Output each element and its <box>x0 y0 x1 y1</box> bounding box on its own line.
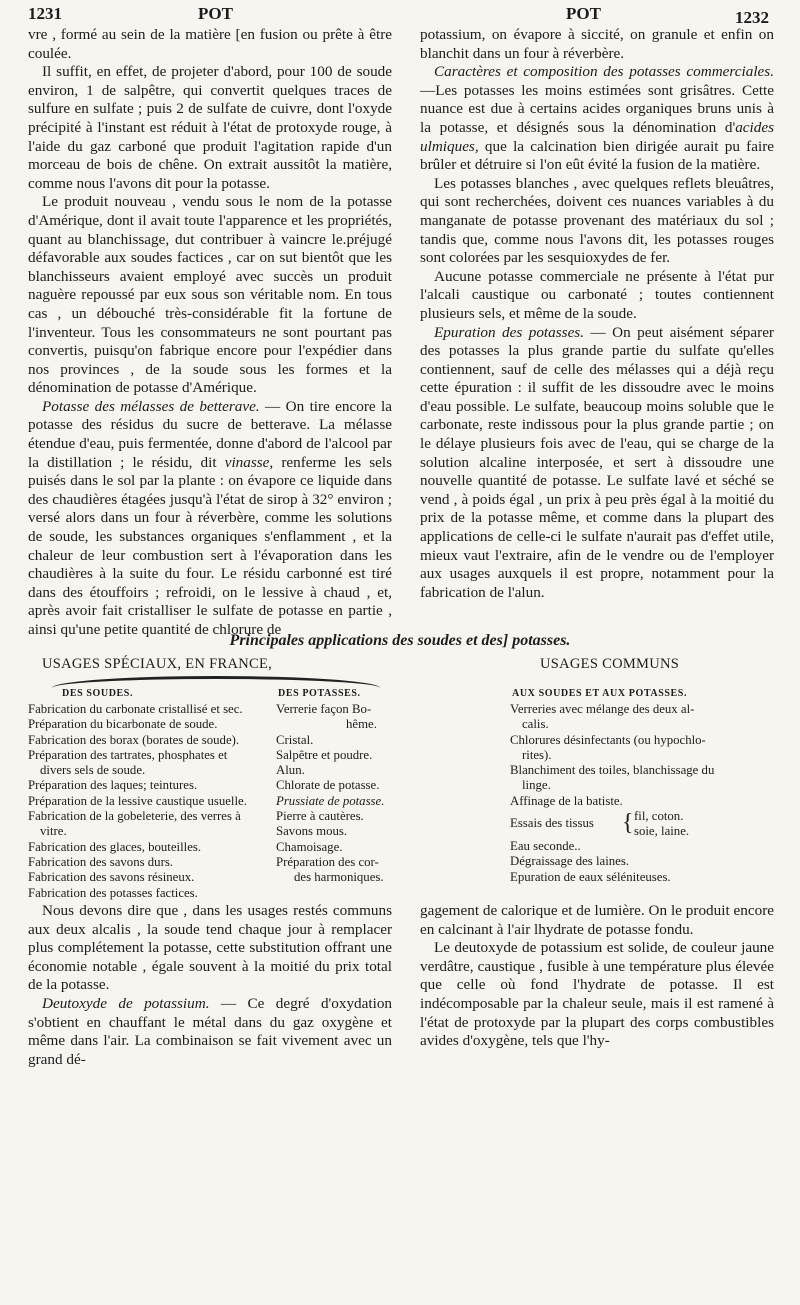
page-number-right: 1232 <box>735 8 769 27</box>
paragraph: Nous devons dire que , dans les usages restés communs aux deux alcalis , la soude tend chaque jour à remplacer plus complétement la potasse, cette substitution offrant une économie notable , égale souvent à la moitié du prix total de la potasse. <box>28 902 392 994</box>
paragraph-molasses: Potasse des mélasses de betterave. — On tire encore la potasse des résidus du sucre de betterave. La mélasse étendue d'eau, puis fermentée, donne d'abord de l'alcool par la distillation ; le résidu, dit vinasse, renferme les sels puisés dans le sol par la plante : on évapore ce liquide dans des chaudières étagées jusqu'à l'état de sirop à 32° environ ; versé alors dans un four à réverbère, comme les solutions de soude, les substances organiques s'enflamment , et la chaleur de leur combustion sert à l'évaporation dans les chaudières à la suite du four. Le résidu carbonné est tiré dans des étouffoirs ; refroidi, on le lessive à chaud , et, après avoir fait cristalliser le sulfate de potasse en partie , ainsi qu'une petite quantité de chlorure de <box>28 397 392 638</box>
table-cell: Salpêtre et poudre. <box>276 747 373 762</box>
table-column-soudes <box>28 702 258 901</box>
table-cell: rites). <box>522 747 552 762</box>
section-title-epuration: Epuration des potasses. <box>434 323 585 341</box>
paragraph: vre , formé au sein de la matière [en fusion ou prête à être coulée. <box>28 26 392 62</box>
table-cell: Verreries avec mélange des deux al- <box>510 702 695 716</box>
table-cell: hême. <box>346 717 377 732</box>
table-cell: vitre. <box>40 824 67 839</box>
table-column-potasses <box>276 702 406 886</box>
table-cell: Fabrication des potasses factices. <box>28 885 198 900</box>
table-cell: Chlorures désinfectants (ou hypochlo- <box>510 732 706 747</box>
paragraph: Le deutoxyde de potassium est solide, de couleur jaune verdâtre, caustique , fusible à une température plus élevée que celle où fond l'hydrate de potasse. Il est indécomposable par la chaleur seule, mais il est ramené à l'état de protoxyde par la plupart des corps combustibles avides d'oxygène, tels que l'hy- <box>420 939 774 1050</box>
table-cell: Dégraissage des laines. <box>510 854 630 869</box>
table-header-special: USAGES SPÉCIAUX, EN FRANCE, <box>42 656 273 672</box>
essais-option-b: soie, laine. <box>634 824 690 839</box>
table-cell: Pierre à cautères. <box>276 809 364 824</box>
table-cell: Fabrication des borax (borates de soude). <box>28 732 240 747</box>
table-cell: Préparation des laques; teintures. <box>28 778 198 793</box>
table-cell: Savons mous. <box>276 824 348 839</box>
essais-label: Essais des tissus <box>510 816 594 831</box>
table-cell: Affinage de la batiste. <box>510 793 623 808</box>
section-title-molasses: Potasse des mélasses de betterave. <box>42 397 260 415</box>
table-cell-essais <box>510 809 780 839</box>
table-cell: Cristal. <box>276 732 314 747</box>
table-cell: Chamoisage. <box>276 839 343 854</box>
paragraph: Le produit nouveau , vendu sous le nom de la potasse d'Amérique, dont il avait toute l'apparence et les propriétés, quant au blanchissage, dut contribuer à vaincre le.préjugé défavorable aux soudes factices , car on sut bientôt que les blanchisseurs avaient employé avec succès un produit naguère repoussé par eux sous son véritable nom. En tous cas , un débouché très-considérable fit la fortune de l'inventeur. Tous les consommateurs ne sont pourtant pas convertis, puisqu'on fabrique encore pour l'expédier dans nos provinces , de la soude sous les formes et la dénomination de potasse d'Amérique. <box>28 193 392 397</box>
paragraph-caracteres: Caractères et composition des potasses commerciales.—Les potasses les moins estimées sont grisâtres. Cette nuance est due à certains acides organiques bruns unis à la potasse, et désignés sous la dénomination d'acides ulmiques, que la calcination bien dirigée aurait pu faire brûler et détruire si l'on eût évité la fusion de la matière. <box>420 63 775 174</box>
table-header-common: USAGES COMMUNS <box>540 656 680 672</box>
table-title: Principales applications des soudes et des] potasses. <box>229 632 571 649</box>
table-cell: Eau seconde.. <box>510 839 581 854</box>
table-cell: Epuration de eaux séléniteuses. <box>510 869 671 884</box>
essais-option-a: fil, coton. <box>634 809 684 824</box>
running-head-right: POT <box>566 4 601 23</box>
brace-icon: { <box>622 810 634 837</box>
section-title-deutoxyde: Deutoxyde de potassium. <box>42 994 210 1012</box>
table-cell: Préparation des tartrates, phosphates et <box>28 747 228 762</box>
paragraph: potassium, on évapore à siccité, on granule et enfin on blanchit dans un four à réverbère. <box>420 26 774 62</box>
page-number-left: 1231 <box>28 4 62 23</box>
table-cell: linge. <box>522 778 551 793</box>
paragraph: Il suffit, en effet, de projeter d'abord, pour 100 de soude environ, 1 de salpêtre, qui convertit quelques traces de sulfure en sulfate ; puis 2 de sulfate de cuivre, dont l'oxyde précipité à l'instant est réduit à l'état de protoxyde rouge, à l'aide du gaz carboné que produit l'agitation rapide d'un morceau de bois de chêne. On extrait aussitôt la matière, comme nous l'avons dit pour la potasse. <box>28 63 392 192</box>
left-column-upper <box>28 26 392 640</box>
table-cell: Verrerie façon Bo- <box>276 702 372 716</box>
table-cell: Chlorate de potasse. <box>276 778 380 793</box>
paragraph-epuration: Epuration des potasses. — On peut aisément séparer des potasses la plus grande partie du sulfate qu'elles contiennent, sauf de celle des mélasses qui a déjà reçu cette épuration : il suffit de les dissoudre avec le moins d'eau possible. Le sulfate, beaucoup moins soluble que le carbonate, reste indissous pour la plus grande partie ; on le délaye plusieurs fois avec de l'eau, qui se charge de la solution alcaline interposée, et sert à dissoudre une nouvelle quantité de potasse. Le sulfate lavé et séché se vend , à poids égal , un prix à peu près égal à la moitié du prix de la potasse même, et comme dans la plupart des applications de celle-ci le sulfate n'aurait pas d'effet utile, mieux vaut l'extraire, afin de le vendre ou de l'employer aux usages auxquels il est propre, notamment pour la fabrication de l'alun. <box>420 323 774 601</box>
table-column-common <box>510 702 780 885</box>
table-cell: Blanchiment des toiles, blanchissage du <box>510 763 715 778</box>
table-cell: Alun. <box>276 763 305 778</box>
right-column-upper <box>420 26 774 602</box>
paragraph-deutoxyde: Deutoxyde de potassium. — Ce degré d'oxydation s'obtient en chauffant le métal dans du gaz oxygène et même dans l'air. La combinaison se fait vivement avec un grand dé- <box>28 994 393 1068</box>
table-cell: Fabrication des savons résineux. <box>28 870 195 885</box>
table-cell: Fabrication du carbonate cristallisé et sec. <box>28 702 243 716</box>
paragraph: Les potasses blanches , avec quelques reflets bleuâtres, qui sont recherchées, doivent ces nuances variables à du manganate de potasse provenant des matériaux du sol ; tandis que, comme nous l'avons dit, les potasses rouges sont colorées par les sesquioxydes de fer. <box>420 174 774 267</box>
running-head-left: POT <box>198 4 233 23</box>
table-cell: Préparation des cor- <box>276 854 379 869</box>
table-cell: Préparation de la lessive caustique usuelle. <box>28 793 247 808</box>
right-column-lower <box>420 902 774 1051</box>
paragraph: Aucune potasse commerciale ne présente à l'état pur l'alcali caustique ou carbonaté ; toutes contiennent plusieurs sels, et même de la soude. <box>420 267 774 322</box>
subheader-soudes: DES SOUDES. <box>62 688 134 699</box>
table-cell: calis. <box>522 717 549 732</box>
table-cell: Fabrication des savons durs. <box>28 854 174 869</box>
table-cell: Préparation du bicarbonate de soude. <box>28 717 218 732</box>
left-column-lower <box>28 902 392 1069</box>
table-cell: des harmoniques. <box>294 870 384 885</box>
subheader-potasses: DES POTASSES. <box>278 688 361 699</box>
table-cell: Fabrication de la gobeleterie, des verres à <box>28 809 241 824</box>
section-title-caracteres: Caractères et composition des potasses commerciales. <box>434 63 774 81</box>
table-cell: Prussiate de potasse. <box>276 793 385 808</box>
paragraph: gagement de calorique et de lumière. On le produit encore en calcinant à l'air lhydrate de potasse fondu. <box>420 902 774 938</box>
table-cell: Fabrication des glaces, bouteilles. <box>28 839 202 854</box>
table-cell: divers sels de soude. <box>40 763 146 778</box>
subheader-common: AUX SOUDES ET AUX POTASSES. <box>512 688 688 699</box>
